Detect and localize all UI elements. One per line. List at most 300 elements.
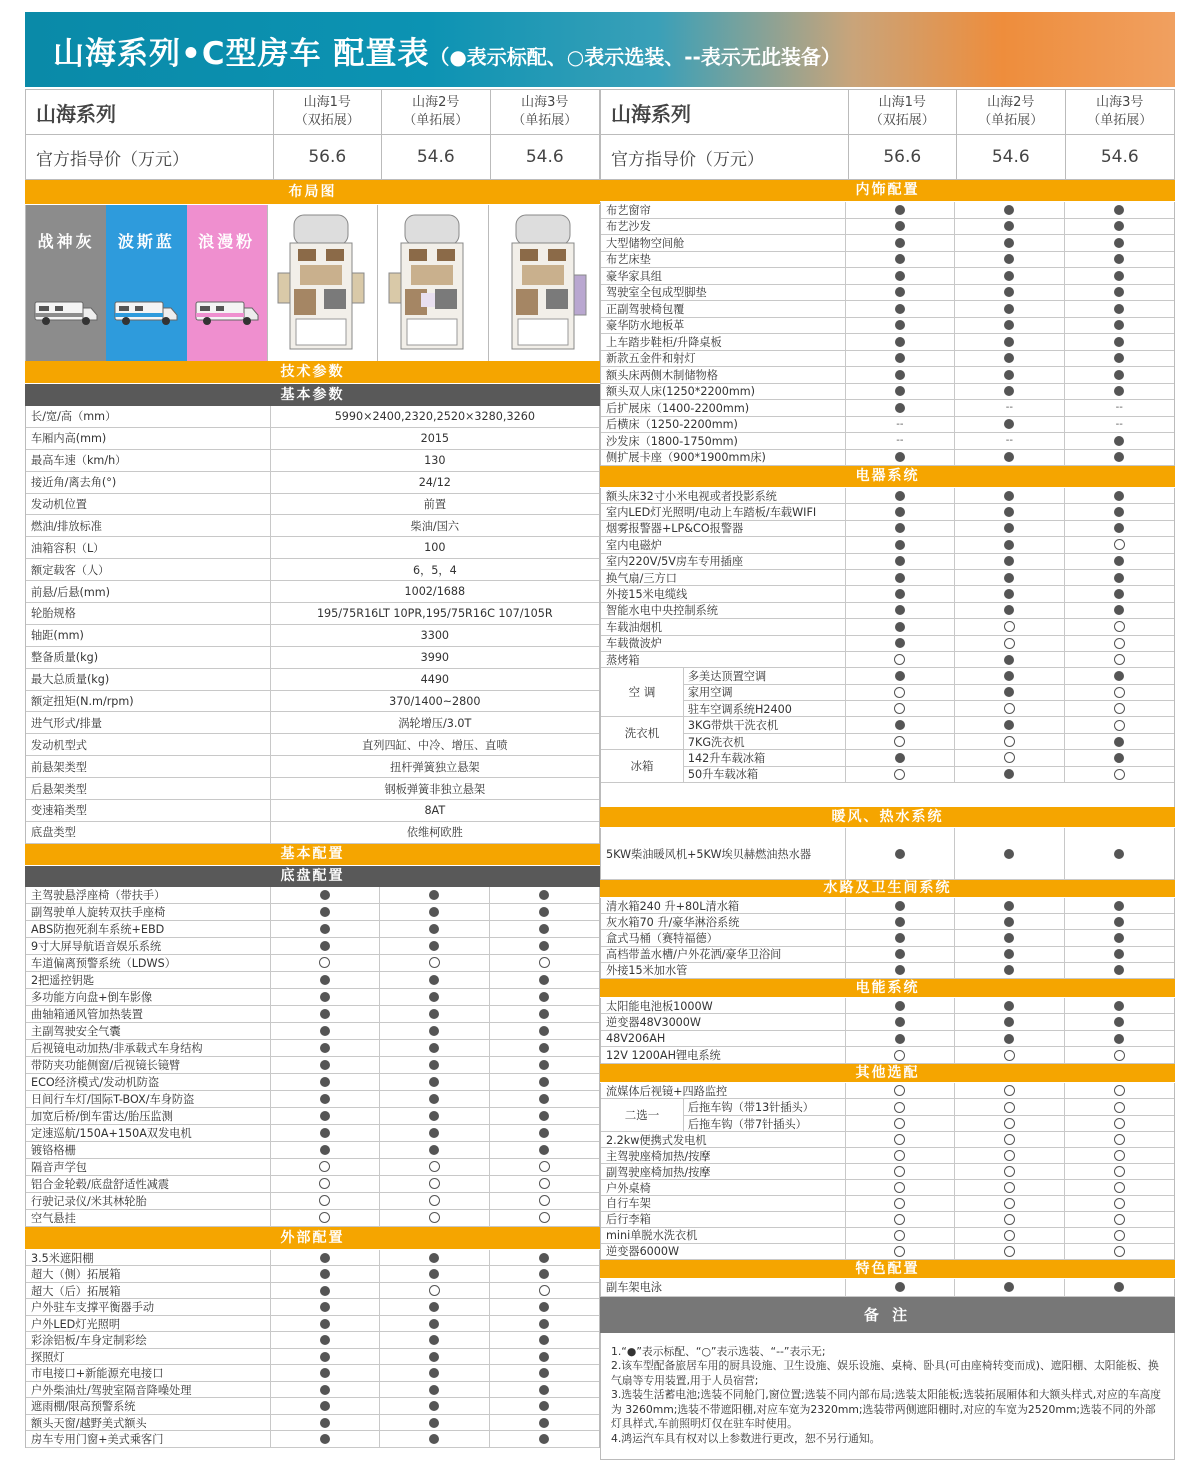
row-label: 50升车载冰箱 — [683, 767, 846, 782]
standard-mark — [539, 924, 549, 934]
standard-mark — [429, 1026, 439, 1036]
model-name: 山海2号 （单拓展） — [382, 90, 491, 134]
standard-mark — [1004, 949, 1014, 959]
row-value: 扭杆弹簧独立悬架 — [390, 760, 480, 774]
row-label: 后悬架类型 — [26, 778, 271, 799]
standard-mark — [539, 1401, 549, 1411]
standard-mark — [1114, 589, 1124, 599]
note-line: 2.该车型配备旅居车用的厨具设施、卫生设施、娱乐设施、桌椅、卧具(可由座椅转变而成)、遮阳棚、太阳能板、换气扇等专用装置,用于人员宿营; — [611, 1359, 1159, 1387]
table-row — [601, 828, 1174, 880]
table-row — [601, 400, 1174, 417]
standard-mark — [1114, 573, 1124, 583]
table-row — [26, 647, 599, 669]
group-label: 二选一 — [601, 1099, 684, 1131]
optional-mark — [539, 1285, 550, 1296]
row-label: 室内220V/5V房车专用插座 — [601, 554, 846, 569]
optional-mark — [319, 1178, 330, 1189]
standard-mark — [895, 1001, 905, 1011]
standard-mark — [895, 320, 905, 330]
row-value: 195/75R16LT 10PR,195/75R16C 107/105R — [316, 606, 553, 620]
standard-mark — [320, 1269, 330, 1279]
standard-mark — [1114, 1282, 1124, 1292]
optional-mark — [1004, 703, 1015, 714]
row-value: 3990 — [420, 650, 450, 664]
row-value: 6，5，4 — [412, 563, 457, 577]
row-label: 燃油/排放标准 — [26, 515, 271, 536]
table-row — [26, 581, 599, 603]
row-label: 正副驾驶椅包覆 — [601, 301, 846, 317]
standard-mark — [539, 1253, 549, 1263]
optional-mark — [1114, 621, 1125, 632]
optional-mark — [894, 1050, 905, 1061]
table-row — [26, 1382, 599, 1399]
optional-mark — [894, 1214, 905, 1225]
row-label: 副车架电泳 — [601, 1279, 846, 1296]
row-label: 豪华家具组 — [601, 268, 846, 284]
row-value: 5990×2400,2320,2520×3280,3260 — [334, 409, 535, 423]
row-label: 侧扩展卡座（900*1900mm床) — [601, 450, 846, 466]
standard-mark — [895, 933, 905, 943]
row-label: 接近角/离去角(°) — [26, 472, 271, 493]
tech-params-table — [25, 406, 600, 844]
standard-mark — [1004, 419, 1014, 429]
optional-mark — [1114, 703, 1125, 714]
optional-mark — [429, 1285, 440, 1296]
row-label: 定速巡航/150A+150A双发电机 — [26, 1125, 271, 1141]
section-title: 技术参数 — [25, 361, 600, 384]
optional-mark — [429, 1178, 440, 1189]
row-label: 新款五金件和射灯 — [601, 351, 846, 367]
optional-mark — [1004, 1214, 1015, 1225]
row-label: 探照灯 — [26, 1349, 271, 1365]
table-row — [26, 1176, 599, 1193]
table-row — [26, 887, 599, 904]
table-row — [26, 800, 599, 822]
optional-mark — [1114, 539, 1125, 550]
model-price: 54.6 — [525, 147, 564, 167]
table-row — [601, 636, 1174, 652]
standard-mark — [1114, 287, 1124, 297]
row-label: 家用空调 — [683, 685, 846, 700]
row-label: 自行车架 — [601, 1196, 846, 1211]
row-label: 户外驻车支撑平衡器手动 — [26, 1299, 271, 1315]
standard-mark — [320, 1060, 330, 1070]
standard-mark — [1004, 849, 1014, 859]
standard-mark — [429, 1009, 439, 1019]
row-label: 额定扭矩(N.m/rpm) — [26, 691, 271, 712]
row-label: 蒸烤箱 — [601, 652, 846, 667]
standard-mark — [895, 720, 905, 730]
table-row — [601, 1244, 1174, 1260]
table-row — [26, 669, 599, 691]
optional-mark — [1114, 1050, 1125, 1061]
table-row — [601, 652, 1174, 668]
row-label: 豪华防水地板革 — [601, 318, 846, 334]
row-label: 车载油烟机 — [601, 619, 846, 634]
standard-mark — [1004, 1017, 1014, 1027]
standard-mark — [1114, 320, 1124, 330]
row-label: 清水箱240 升+80L清水箱 — [601, 898, 846, 913]
standard-mark — [429, 1077, 439, 1087]
table-row — [601, 252, 1174, 269]
standard-mark — [1004, 221, 1014, 231]
table-row — [26, 1415, 599, 1432]
standard-mark — [320, 1111, 330, 1121]
table-row — [601, 1047, 1174, 1064]
standard-mark — [895, 849, 905, 859]
row-label: 最大总质量(kg) — [26, 669, 271, 690]
table-row — [26, 603, 599, 625]
table-row — [601, 701, 1174, 717]
table-row — [601, 1031, 1174, 1048]
other-table — [600, 1083, 1175, 1260]
standard-mark — [895, 753, 905, 763]
row-value: 3300 — [420, 628, 450, 642]
table-row — [26, 938, 599, 955]
grouped-rows — [601, 750, 1174, 783]
table-row — [26, 1023, 599, 1040]
standard-mark — [1004, 238, 1014, 248]
floor-plan-image — [498, 213, 590, 353]
standard-mark — [320, 1253, 330, 1263]
standard-mark — [539, 992, 549, 1002]
standard-mark — [895, 507, 905, 517]
model-header — [25, 89, 600, 180]
standard-mark — [895, 304, 905, 314]
table-row — [601, 450, 1174, 467]
standard-mark — [320, 1077, 330, 1087]
standard-mark — [1004, 965, 1014, 975]
optional-mark — [1114, 1134, 1125, 1145]
optional-mark — [1004, 1230, 1015, 1241]
table-row — [26, 822, 599, 844]
standard-mark — [1004, 671, 1014, 681]
row-label: 镀铬格栅 — [26, 1142, 271, 1158]
not-available-mark: -- — [1005, 402, 1013, 414]
row-label: 智能水电中央控制系统 — [601, 603, 846, 618]
standard-mark — [429, 1302, 439, 1312]
row-label: 带防夹功能侧窗/后视镜长镜臂 — [26, 1057, 271, 1073]
row-label: 超大（后）拓展箱 — [26, 1283, 271, 1299]
standard-mark — [1114, 507, 1124, 517]
optional-mark — [319, 957, 330, 968]
row-value: 柴油/国六 — [410, 519, 460, 533]
row-label: 房车专用门窗+美式乘客门 — [26, 1431, 271, 1447]
table-row — [26, 1074, 599, 1091]
standard-mark — [1114, 221, 1124, 231]
table-row — [601, 1196, 1174, 1212]
row-label: 副驾驶单人旋转双扶手座椅 — [26, 904, 271, 920]
row-label: 市电接口+新能源充电接口 — [26, 1365, 271, 1381]
optional-mark — [1114, 1085, 1125, 1096]
optional-mark — [894, 1198, 905, 1209]
color-name: 浪漫粉 — [198, 232, 256, 251]
standard-mark — [429, 1418, 439, 1428]
optional-mark — [1114, 687, 1125, 698]
standard-mark — [539, 1335, 549, 1345]
row-label: 超大（侧）拓展箱 — [26, 1266, 271, 1282]
table-row — [26, 1431, 599, 1448]
standard-mark — [1114, 304, 1124, 314]
price-label: 官方指导价（万元） — [26, 135, 274, 179]
standard-mark — [539, 1009, 549, 1019]
standard-mark — [1004, 1282, 1014, 1292]
standard-mark — [429, 1434, 439, 1444]
optional-mark — [319, 1195, 330, 1206]
standard-mark — [429, 924, 439, 934]
row-label: 铝合金轮毂/底盘舒适性减震 — [26, 1176, 271, 1192]
row-label: 长/宽/高（mm） — [26, 406, 271, 427]
grouped-rows — [601, 1099, 1174, 1132]
note-line: 3.选装生活蓄电池;选装不同舱门,窗位置;选装不同内部布局;选装太阳能板;选装拓展厢体和大额头样式,对应的车高度为 3260mm;选装不带遮阳棚,对应车宽为2320mm;选装带两侧遮阳棚时,对应的车宽为2520mm;选装不同的外部灯具样式,车前照明灯仅在驻车时使用。 — [611, 1388, 1161, 1431]
row-label: 日间行车灯/国际T-BOX/车身防盗 — [26, 1091, 271, 1107]
row-label: 48V206AH — [601, 1031, 846, 1047]
color-name: 波斯蓝 — [117, 232, 175, 251]
right-column — [600, 89, 1175, 1460]
standard-mark — [1114, 753, 1124, 763]
table-row — [601, 1148, 1174, 1164]
row-label: 前悬架类型 — [26, 756, 271, 777]
row-label: 后视镜电动加热/非承载式车身结构 — [26, 1040, 271, 1056]
section-title: 电能系统 — [600, 979, 1175, 998]
table-row — [601, 1212, 1174, 1228]
table-row — [601, 268, 1174, 285]
not-available-mark: -- — [896, 435, 904, 447]
standard-mark — [429, 992, 439, 1002]
standard-mark — [895, 540, 905, 550]
optional-mark — [894, 1118, 905, 1129]
optional-mark — [1004, 752, 1015, 763]
optional-mark — [1114, 1166, 1125, 1177]
standard-mark — [895, 965, 905, 975]
standard-mark — [1004, 556, 1014, 566]
row-label: 布艺沙发 — [601, 219, 846, 235]
standard-mark — [539, 1077, 549, 1087]
standard-mark — [539, 1418, 549, 1428]
row-label: 进气形式/排量 — [26, 712, 271, 733]
standard-mark — [539, 1060, 549, 1070]
standard-mark — [320, 1368, 330, 1378]
optional-mark — [539, 1195, 550, 1206]
row-value: 24/12 — [418, 475, 451, 489]
row-label: 逆变器48V3000W — [601, 1014, 846, 1030]
row-label: 发动机型式 — [26, 734, 271, 755]
row-label: 整备质量(kg) — [26, 647, 271, 668]
standard-mark — [429, 1060, 439, 1070]
row-value: 直列四缸、中冷、增压、直喷 — [362, 738, 508, 752]
standard-mark — [320, 1145, 330, 1155]
standard-mark — [1004, 540, 1014, 550]
standard-mark — [1004, 304, 1014, 314]
section-title: 布局图 — [25, 180, 600, 205]
page-subtitle: （●表示标配、○表示选装、--表示无此装备） — [429, 45, 841, 69]
row-label: 流媒体后视镜+四路监控 — [601, 1083, 846, 1099]
optional-mark — [1114, 1198, 1125, 1209]
model-header — [600, 89, 1175, 180]
standard-mark — [320, 975, 330, 985]
table-row — [601, 619, 1174, 635]
standard-mark — [320, 1094, 330, 1104]
color-swatch — [26, 205, 106, 361]
optional-mark — [429, 1212, 440, 1223]
standard-mark — [539, 1319, 549, 1329]
standard-mark — [1114, 386, 1124, 396]
standard-mark — [1004, 271, 1014, 281]
standard-mark — [429, 1352, 439, 1362]
standard-mark — [320, 1026, 330, 1036]
table-row — [26, 450, 599, 472]
row-label: 142升车载冰箱 — [683, 750, 846, 765]
model-price: 54.6 — [957, 135, 1066, 179]
row-label: 空气悬挂 — [26, 1210, 271, 1226]
standard-mark — [1004, 491, 1014, 501]
color-swatch — [106, 205, 186, 361]
row-label: 太阳能电池板1000W — [601, 998, 846, 1014]
table-row — [601, 734, 1174, 750]
standard-mark — [320, 1401, 330, 1411]
exterior-table — [25, 1250, 600, 1448]
standard-mark — [429, 1385, 439, 1395]
optional-mark — [1004, 1246, 1015, 1257]
standard-mark — [895, 1282, 905, 1292]
table-row — [601, 570, 1174, 586]
optional-mark — [1004, 1134, 1015, 1145]
optional-mark — [894, 1230, 905, 1241]
row-label: 额头床32寸小米电视或者投影系统 — [601, 488, 846, 503]
standard-mark — [1114, 965, 1124, 975]
table-row — [26, 1142, 599, 1159]
row-label: 户外柴油灶/驾驶室隔音降噪处理 — [26, 1382, 271, 1398]
model-name: 山海1号 （双拓展） — [849, 90, 958, 134]
standard-mark — [1114, 671, 1124, 681]
optional-mark — [539, 1212, 550, 1223]
standard-mark — [1004, 337, 1014, 347]
row-label: 布艺窗帘 — [601, 202, 846, 218]
optional-mark — [1114, 638, 1125, 649]
standard-mark — [895, 901, 905, 911]
standard-mark — [539, 1111, 549, 1121]
row-label: 高档带盖水槽/户外花洒/豪华卫浴间 — [601, 947, 846, 962]
standard-mark — [320, 924, 330, 934]
row-label: ABS防抱死刹车系统+EBD — [26, 921, 271, 937]
standard-mark — [539, 1043, 549, 1053]
table-row — [26, 1006, 599, 1023]
layout-panel — [25, 205, 600, 361]
row-label: 加宽后桥/倒车雷达/胎压监测 — [26, 1108, 271, 1124]
optional-mark — [1114, 720, 1125, 731]
standard-mark — [1004, 720, 1014, 730]
standard-mark — [895, 491, 905, 501]
standard-mark — [895, 205, 905, 215]
standard-mark — [320, 1302, 330, 1312]
standard-mark — [895, 605, 905, 615]
standard-mark — [429, 1111, 439, 1121]
table-row — [26, 1193, 599, 1210]
table-row — [601, 417, 1174, 434]
optional-mark — [894, 769, 905, 780]
row-value: 1002/1688 — [404, 585, 466, 599]
standard-mark — [1004, 901, 1014, 911]
table-row — [601, 1180, 1174, 1196]
section-title: 其他选配 — [600, 1064, 1175, 1083]
table-row — [601, 930, 1174, 946]
note-line: 1.“●”表示标配、“○”表示选装、“--”表示无; — [611, 1344, 826, 1358]
table-row — [26, 1125, 599, 1142]
table-row — [26, 537, 599, 559]
standard-mark — [1004, 353, 1014, 363]
standard-mark — [1004, 933, 1014, 943]
standard-mark — [429, 1145, 439, 1155]
standard-mark — [1004, 1034, 1014, 1044]
standard-mark — [1114, 491, 1124, 501]
standard-mark — [1114, 452, 1124, 462]
standard-mark — [1004, 386, 1014, 396]
group-label: 冰箱 — [601, 750, 684, 782]
standard-mark — [429, 975, 439, 985]
standard-mark — [320, 1385, 330, 1395]
optional-mark — [1004, 736, 1015, 747]
color-name: 战神灰 — [37, 232, 95, 251]
table-row — [601, 1099, 1174, 1116]
row-value: 370/1400~2800 — [389, 694, 481, 708]
optional-mark — [1004, 1150, 1015, 1161]
standard-mark — [429, 1269, 439, 1279]
optional-mark — [894, 1134, 905, 1145]
row-value: 100 — [424, 541, 446, 555]
row-label: 外接15米加水管 — [601, 963, 846, 978]
optional-mark — [1004, 1118, 1015, 1129]
table-row — [26, 921, 599, 938]
row-label: 隔音声学包 — [26, 1159, 271, 1175]
optional-mark — [1004, 1050, 1015, 1061]
notes — [600, 1333, 1175, 1460]
standard-mark — [539, 1094, 549, 1104]
model-price: 54.6 — [382, 135, 491, 179]
optional-mark — [1114, 1182, 1125, 1193]
section-title: 特色配置 — [600, 1260, 1175, 1279]
standard-mark — [1004, 287, 1014, 297]
row-label: 轮胎规格 — [26, 603, 271, 624]
row-value: 涡轮增压/3.0T — [398, 716, 472, 730]
optional-mark — [1114, 1102, 1125, 1113]
table-row — [601, 554, 1174, 570]
standard-mark — [1004, 605, 1014, 615]
optional-mark — [429, 1195, 440, 1206]
section-title: 基本配置 — [25, 844, 600, 866]
row-label: 室内LED灯光照明/电动上车踏板/车载WIFI — [601, 504, 846, 519]
standard-mark — [1114, 523, 1124, 533]
not-available-mark: -- — [1115, 402, 1123, 414]
standard-mark — [1114, 1034, 1124, 1044]
table-row — [26, 1332, 599, 1349]
grouped-rows — [601, 668, 1174, 717]
row-value: 130 — [424, 453, 446, 467]
standard-mark — [320, 941, 330, 951]
standard-mark — [1114, 271, 1124, 281]
standard-mark — [1114, 238, 1124, 248]
left-column — [25, 89, 600, 1448]
row-label: 3.5米遮阳棚 — [26, 1250, 271, 1266]
standard-mark — [895, 556, 905, 566]
standard-mark — [539, 1145, 549, 1155]
standard-mark — [539, 1302, 549, 1312]
optional-mark — [1114, 1214, 1125, 1225]
standard-mark — [539, 1385, 549, 1395]
row-label: 上车踏步鞋柜/升降桌板 — [601, 334, 846, 350]
row-label: 车道偏离预警系统（LDWS） — [26, 955, 271, 971]
table-row — [26, 1108, 599, 1125]
row-label: 底盘类型 — [26, 822, 271, 843]
